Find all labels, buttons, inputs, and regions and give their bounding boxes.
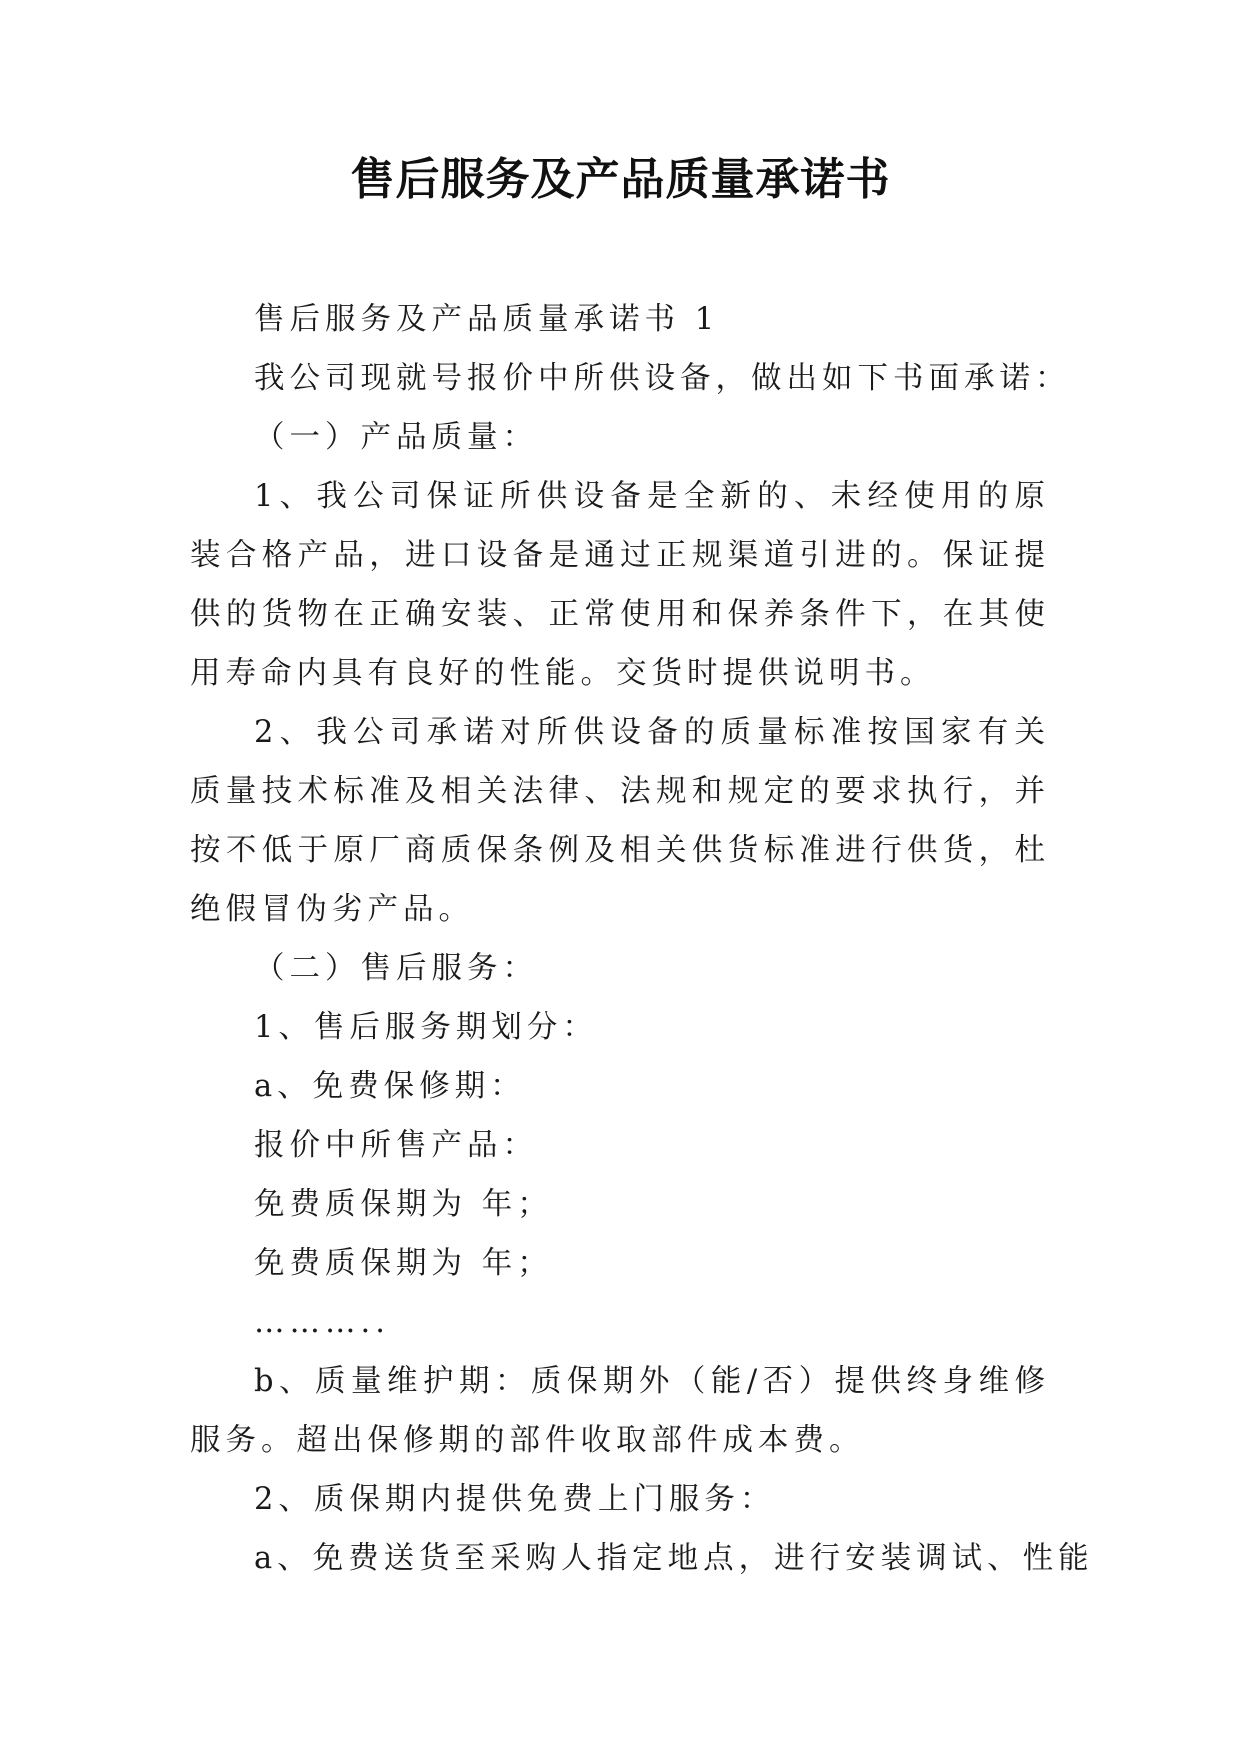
section-heading-quality: （一）产品质量： xyxy=(254,420,538,455)
service-item-1: 1、售后服务期划分： xyxy=(254,1010,598,1045)
document-body xyxy=(190,290,1094,1588)
service-item-1b: b、质量维护期：质保期外（能/否）提供终身维修服务。超出保修期的部件收取部件成本费。 xyxy=(190,1364,1050,1458)
warranty-period-line-1: 免费质保期为 年； xyxy=(254,1187,553,1222)
service-item-2: 2、质保期内提供免费上门服务： xyxy=(254,1482,776,1517)
service-item-2a: a、免费送货至采购人指定地点，进行安装调试、性能 xyxy=(254,1541,1094,1576)
warranty-period-line-2: 免费质保期为 年； xyxy=(254,1246,553,1281)
document-title: 售后服务及产品质量承诺书 xyxy=(350,154,891,205)
intro-paragraph: 我公司现就号报价中所供设备，做出如下书面承诺： xyxy=(254,361,1071,396)
products-line: 报价中所售产品： xyxy=(254,1128,538,1163)
quality-item-2: 2、我公司承诺对所供设备的质量标准按国家有关质量技术标准及相关法律、法规和规定的要求执行，并按不低于原厂商质保条例及相关供货标准进行供货，杜绝假冒伪劣产品。 xyxy=(190,715,1050,927)
quality-item-1: 1、我公司保证所供设备是全新的、未经使用的原装合格产品，进口设备是通过正规渠道引进的。保证提供的货物在正确安装、正常使用和保养条件下，在其使用寿命内具有良好的性能。交货时提供说明书。 xyxy=(190,479,1050,691)
section-heading-service: （二）售后服务： xyxy=(254,951,538,986)
ellipsis-line: ……….. xyxy=(254,1305,390,1340)
subtitle-paragraph: 售后服务及产品质量承诺书 1 xyxy=(254,302,720,337)
service-item-1a: a、免费保修期： xyxy=(254,1069,526,1104)
